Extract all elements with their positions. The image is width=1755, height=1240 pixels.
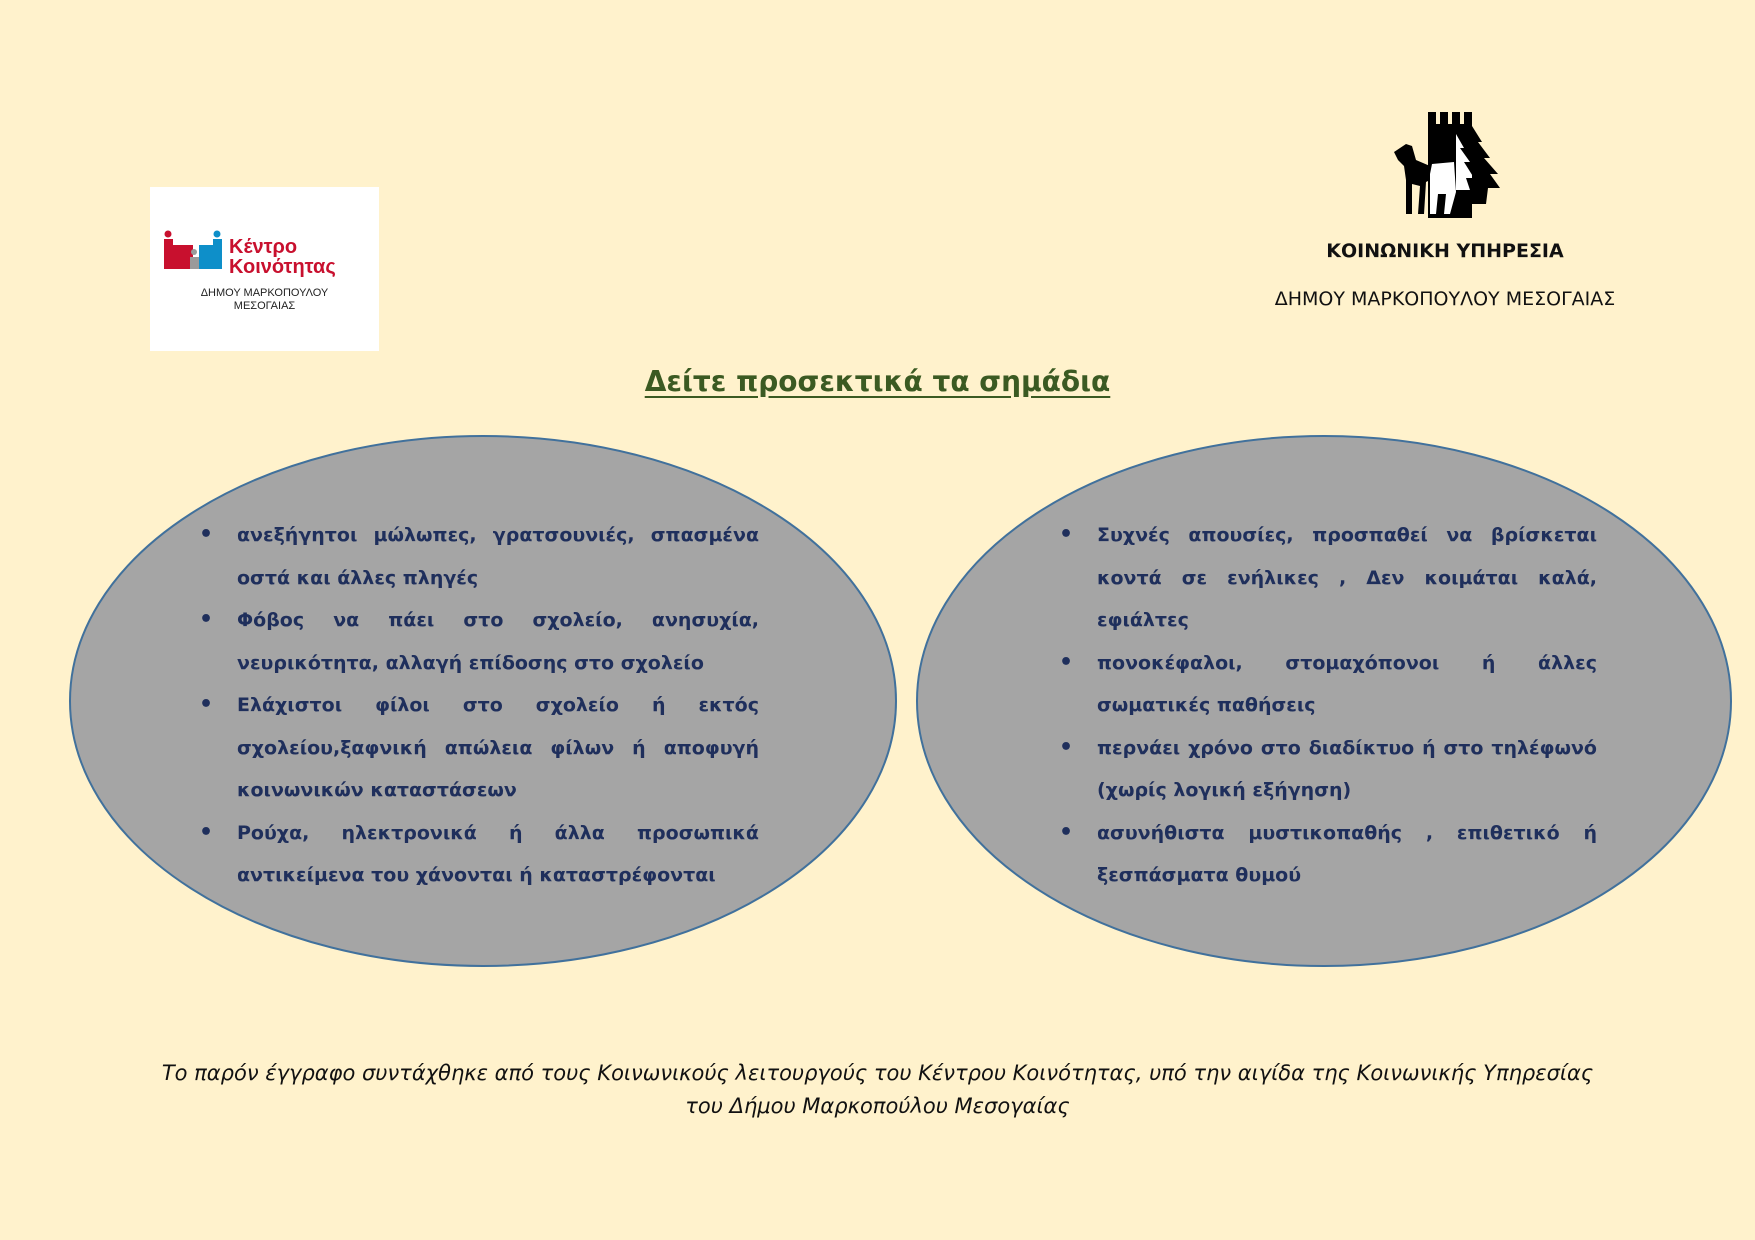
bullet-icon: • xyxy=(1059,734,1074,760)
list-item-text: ανεξήγητοι μώλωπες, γρατσουνιές, σπασμένα οστά και άλλες πληγές xyxy=(237,524,759,589)
bullet-icon: • xyxy=(199,607,214,632)
footer-note: Το παρόν έγγραφο συντάχθηκε από τους Κοινωνικούς λειτουργούς του Κέντρου Κοινότητας, υπό την αιγίδα της Κοινωνικής Υπηρεσίας του Δήμου Μαρκοπούλου Μεσογαίας xyxy=(161,1061,1594,1118)
list-item-text: Ρούχα, ηλεκτρονικά ή άλλα προσωπικά αντικείμενα του χάνονται ή καταστρέφονται xyxy=(237,821,759,886)
logo-brand-line-1: Κέντρο xyxy=(229,236,298,258)
page-heading: Δείτε προσεκτικά τα σημάδια xyxy=(644,365,1111,398)
bullet-icon: • xyxy=(199,819,214,845)
bullet-icon: • xyxy=(1059,522,1074,547)
logo-sub-line-1: ΔΗΜΟΥ ΜΑΡΚΟΠΟΥΛΟΥ xyxy=(200,287,329,299)
list-item xyxy=(199,812,759,897)
bullet-icon: • xyxy=(1059,649,1074,675)
list-item xyxy=(1059,727,1597,812)
logo-brand-line-2: Κοινότητας xyxy=(229,256,336,278)
list-item-text: ασυνήθιστα μυστικοπαθής , επιθετικό ή ξεσπάσματα θυμού xyxy=(1097,821,1597,886)
list-item-text: Συχνές απουσίες, προσπαθεί να βρίσκεται κοντά σε ενήλικες , Δεν κοιμάται καλά, εφιάλτες xyxy=(1097,524,1597,631)
bullet-icon: • xyxy=(199,522,214,547)
list-item-text: πονοκέφαλοι, στομαχόπονοι ή άλλες σωματικές παθήσεις xyxy=(1097,651,1597,716)
list-item xyxy=(1059,642,1597,727)
list-item xyxy=(1059,812,1597,897)
bullet-icon: • xyxy=(1059,819,1074,845)
list-item xyxy=(199,599,759,684)
logo-sub-line-2: ΜΕΣΟΓΑΙΑΣ xyxy=(233,300,296,312)
list-item-text: Ελάχιστοι φίλοι στο σχολείο ή εκτός σχολείου,ξαφνική απώλεια φίλων ή αποφυγή κοινωνικών καταστάσεων xyxy=(237,694,759,801)
list-item xyxy=(1059,514,1597,642)
org-subtitle: ΔΗΜΟΥ ΜΑΡΚΟΠΟΥΛΟΥ ΜΕΣΟΓΑΙΑΣ xyxy=(1274,288,1616,310)
bullet-icon: • xyxy=(199,692,214,717)
list-item xyxy=(199,684,759,812)
list-item-text: περνάει χρόνο στο διαδίκτυο ή στο τηλέφωνό (χωρίς λογική εξήγηση) xyxy=(1097,736,1597,801)
list-item xyxy=(199,514,759,599)
org-title: ΚΟΙΝΩΝΙΚΗ ΥΠΗΡΕΣΙΑ xyxy=(1326,240,1564,262)
right-signs-list xyxy=(1059,514,1597,897)
left-signs-list xyxy=(199,514,759,897)
list-item-text: Φόβος να πάει στο σχολείο, ανησυχία, νευρικότητα, αλλαγή επίδοσης στο σχολείο xyxy=(237,609,759,674)
